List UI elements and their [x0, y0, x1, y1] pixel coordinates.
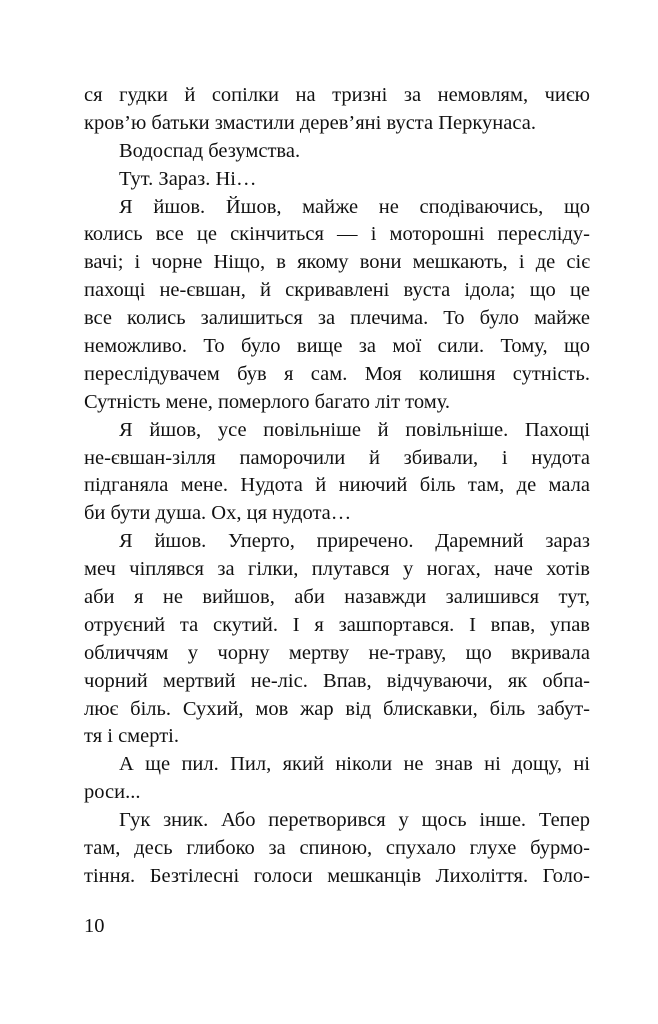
text-line: аби я не вийшов, аби назавжди залишився тут, — [84, 586, 590, 609]
text-line: колись все це скінчиться — і моторошні пересліду- — [84, 223, 590, 246]
page-text — [84, 82, 590, 891]
text-line: роси... — [84, 781, 141, 804]
text-line: би бути душа. Ох, ця нудота… — [84, 502, 352, 525]
page-number: 10 — [84, 915, 105, 937]
text-line: Гук зник. Або перетворився у щось інше. Тепер — [119, 809, 590, 832]
text-line: Я йшов. Уперто, приречено. Даремний зараз — [119, 530, 590, 553]
text-line: Я йшов. Йшов, майже не сподіваючись, що — [119, 195, 590, 218]
text-line: меч чіплявся за гілки, плутався у ногах, наче хотів — [84, 558, 590, 581]
text-line: переслідувачем був я сам. Моя колишня сутність. — [84, 362, 590, 385]
text-line: отруєний та скутий. І я зашпортався. І впав, упав — [84, 613, 590, 636]
text-line: А ще пил. Пил, який ніколи не знав ні дощу, ні — [119, 753, 590, 776]
text-line: Тут. Зараз. Ні… — [119, 167, 257, 190]
text-line: не-євшан-зілля паморочили й збивали, і нудота — [84, 446, 590, 469]
text-line: чорний мертвий не-ліс. Впав, відчуваючи, як обпа- — [84, 669, 590, 692]
text-line: Сутність мене, померлого багато літ тому. — [84, 390, 451, 413]
text-line: вачі; і чорне Ніщо, в якому вони мешкають, і де сіє — [84, 251, 590, 274]
text-line: ся гудки й сопілки на тризні за немовлям, чиєю — [84, 84, 590, 106]
text-line: Я йшов, усе повільніше й повільніше. Пахощі — [119, 418, 590, 441]
text-line: підганяла мене. Нудота й ниючий біль там, де мала — [84, 474, 590, 497]
text-line: пахощі не-євшан, й скривавлені вуста ідола; що це — [84, 279, 590, 302]
text-line: тя і смерті. — [84, 725, 179, 748]
text-line: там, десь глибоко за спиною, спухало глухе бурмо- — [84, 837, 590, 860]
text-line: Водоспад безумства. — [119, 139, 301, 162]
text-line: кров’ю батьки змастили дерев’яні вуста Перкунаса. — [84, 111, 536, 134]
text-line: обличчям у чорну мертву не-траву, що вкривала — [84, 641, 590, 664]
text-line: все колись залишиться за плечима. То було майже — [84, 307, 590, 330]
text-line: неможливо. То було вище за мої сили. Тому, що — [84, 335, 590, 358]
text-line: лює біль. Сухий, мов жар від блискавки, біль забут- — [84, 697, 590, 720]
text-line: тіння. Безтілесні голоси мешканців Лихоліття. Голо- — [84, 864, 590, 887]
